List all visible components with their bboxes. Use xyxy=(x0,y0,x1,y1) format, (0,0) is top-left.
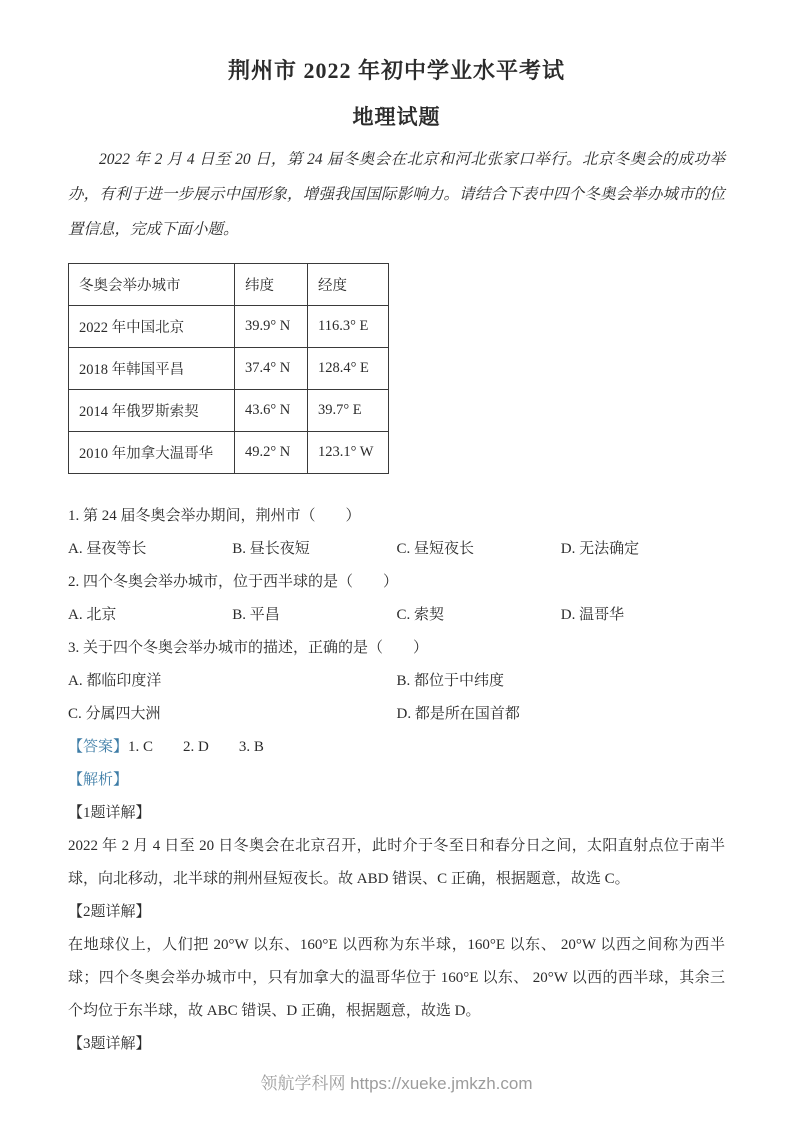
table-row xyxy=(69,347,389,389)
table-cell-latitude: 49.2° N xyxy=(235,431,308,473)
table-row xyxy=(69,389,389,431)
question-3-stem: 3. 关于四个冬奥会举办城市的描述，正确的是（ ） xyxy=(68,639,429,656)
table-cell-longitude: 116.3° E xyxy=(308,305,389,347)
table-header-longitude: 经度 xyxy=(308,263,389,305)
table-cell-city: 2010 年加拿大温哥华 xyxy=(69,431,235,473)
table-row xyxy=(69,431,389,473)
table-cell-city: 2022 年中国北京 xyxy=(69,305,235,347)
table-cell-latitude: 43.6° N xyxy=(235,389,308,431)
intro-paragraph: 2022 年 2 月 4 日至 20 日，第 24 届冬奥会在北京和河北张家口举行。北京冬奥会的成功举办，有利于进一步展示中国形象，增强我国国际影响力。请结合下表中四个冬奥会举办城市的位置信息，完成下面小题。 xyxy=(68,151,725,238)
page-subtitle: 地理试题 xyxy=(352,105,441,129)
question-1-stem: 1. 第 24 届冬奥会举办期间，荆州市（ ） xyxy=(68,507,361,524)
option-b: B. 昼长夜短 xyxy=(232,540,310,557)
table-header-row xyxy=(69,263,389,305)
table-cell-city: 2018 年韩国平昌 xyxy=(69,347,235,389)
olympic-cities-table xyxy=(68,263,389,474)
table-cell-longitude: 128.4° E xyxy=(308,347,389,389)
analysis-1-body: 2022 年 2 月 4 日至 20 日冬奥会在北京召开，此时介于冬至日和春分日之间，太阳直射点位于南半球，向北移动，北半球的荆州昼短夜长。故 ABD 错误、C 正确，根据题意，故选 C。 xyxy=(68,837,725,887)
analysis-3-heading: 【3题详解】 xyxy=(68,1035,151,1052)
answer-label: 【答案】 xyxy=(68,738,129,755)
option-c: C. 分属四大洲 xyxy=(68,705,161,722)
table-cell-latitude: 39.9° N xyxy=(235,305,308,347)
question-2-stem: 2. 四个冬奥会举办城市，位于西半球的是（ ） xyxy=(68,573,399,590)
footer-watermark: 领航学科网 https://xueke.jmkzh.com xyxy=(260,1074,533,1093)
analysis-2-body: 在地球仪上，人们把 20°W 以东、160°E 以西称为东半球，160°E 以东、 20°W 以西之间称为西半球；四个冬奥会举办城市中，只有加拿大的温哥华位于 160°E 以东、 20°W 以西的西半球，其余三个均位于东半球，故 ABC 错误、D 正确，根据题意，故选 D。 xyxy=(68,936,725,1019)
question-3-options xyxy=(68,665,725,731)
option-b: B. 平昌 xyxy=(232,606,280,623)
option-b: B. 都位于中纬度 xyxy=(396,672,505,689)
answer-line xyxy=(68,731,725,764)
option-a: A. 昼夜等长 xyxy=(68,540,147,557)
page-title: 荆州市 2022 年初中学业水平考试 xyxy=(227,58,565,83)
analysis-label: 【解析】 xyxy=(68,771,129,788)
option-a: A. 都临印度洋 xyxy=(68,672,162,689)
question-2-options xyxy=(68,599,725,632)
option-d: D. 无法确定 xyxy=(560,540,640,557)
table-header-latitude: 纬度 xyxy=(235,263,308,305)
table-cell-latitude: 37.4° N xyxy=(235,347,308,389)
table-cell-longitude: 123.1° W xyxy=(308,431,389,473)
option-c: C. 昼短夜长 xyxy=(396,540,475,557)
table-header-city: 冬奥会举办城市 xyxy=(69,263,235,305)
analysis-2-heading: 【2题详解】 xyxy=(68,903,151,920)
question-1 xyxy=(68,500,725,1061)
table-cell-city: 2014 年俄罗斯索契 xyxy=(69,389,235,431)
table-cell-longitude: 39.7° E xyxy=(308,389,389,431)
table-row xyxy=(69,305,389,347)
question-1-options xyxy=(68,533,725,566)
analysis-1-heading: 【1题详解】 xyxy=(68,804,151,821)
option-d: D. 温哥华 xyxy=(560,606,625,623)
option-c: C. 索契 xyxy=(396,606,445,623)
option-d: D. 都是所在国首都 xyxy=(396,705,520,722)
answer-values: 1. C 2. D 3. B xyxy=(128,738,264,755)
option-a: A. 北京 xyxy=(68,606,117,623)
